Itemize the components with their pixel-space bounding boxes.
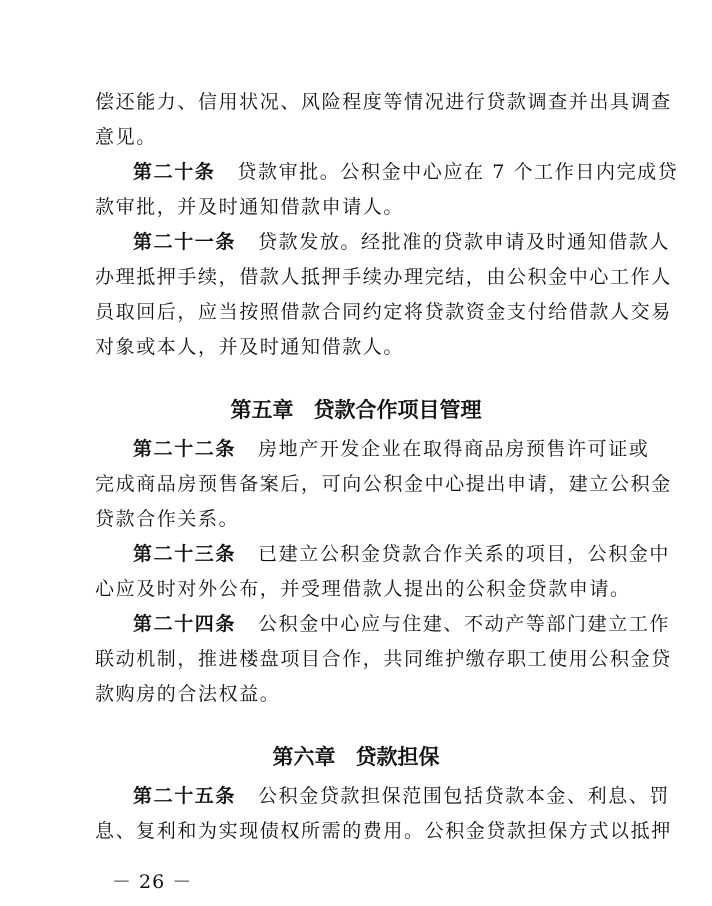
article21-text: 贷款发放。经批准的贷款申请及时通知借款人 <box>258 231 671 253</box>
article23-line1 <box>133 540 671 568</box>
article21-line2: 办理抵押手续，借款人抵押手续办理完结，由公积金中心工作人 <box>95 266 672 288</box>
article23-line2: 心应及时对外公布，并受理借款人提出的公积金贷款申请。 <box>95 578 631 600</box>
chapter6-title: 贷款担保 <box>355 744 440 769</box>
article20-text: 贷款审批。公积金中心应在 7 个工作日内完成贷 <box>237 161 679 183</box>
chapter5-heading <box>0 395 712 425</box>
article19-line1: 偿还能力、信用状况、风险程度等情况进行贷款调查并出具调查 <box>95 91 672 113</box>
chapter5-number: 第五章 <box>230 397 294 422</box>
page-number: － 26 － <box>112 871 193 893</box>
article21-label: 第二十一条 <box>133 231 237 253</box>
article21-line3: 员取回后，应当按照借款合同约定将贷款资金支付给借款人交易 <box>95 301 672 323</box>
article22-line3: 贷款合作关系。 <box>95 508 240 530</box>
article21-line1 <box>133 228 671 256</box>
article20-line2: 款审批，并及时通知借款申请人。 <box>95 196 405 218</box>
article22-label: 第二十二条 <box>133 438 237 460</box>
article24-line1 <box>133 610 671 638</box>
article24-label: 第二十四条 <box>133 613 237 635</box>
article25-text: 公积金贷款担保范围包括贷款本金、利息、罚 <box>258 785 671 807</box>
article25-line1 <box>133 782 671 810</box>
article25-line2: 息、复利和为实现债权所需的费用。公积金贷款担保方式以抵押 <box>95 820 672 842</box>
article23-label: 第二十三条 <box>133 543 237 565</box>
article21-line4: 对象或本人，并及时通知借款人。 <box>95 336 405 358</box>
article22-text: 房地产开发企业在取得商品房预售许可证或 <box>258 438 650 460</box>
chapter5-title: 贷款合作项目管理 <box>313 397 482 422</box>
article24-line3: 款购房的合法权益。 <box>95 683 281 705</box>
article23-text: 已建立公积金贷款合作关系的项目，公积金中 <box>258 543 671 565</box>
article25-label: 第二十五条 <box>133 785 237 807</box>
article22-line2: 完成商品房预售备案后，可向公积金中心提出申请，建立公积金 <box>95 473 672 495</box>
chapter6-number: 第六章 <box>272 744 336 769</box>
article19-line2: 意见。 <box>95 126 157 148</box>
article24-line2: 联动机制，推进楼盘项目合作，共同维护缴存职工使用公积金贷 <box>95 648 672 670</box>
article20-label: 第二十条 <box>133 161 216 183</box>
chapter6-heading <box>0 742 712 772</box>
article24-text: 公积金中心应与住建、不动产等部门建立工作 <box>258 613 671 635</box>
article22-line1 <box>133 435 650 463</box>
article20-line1 <box>133 158 679 186</box>
